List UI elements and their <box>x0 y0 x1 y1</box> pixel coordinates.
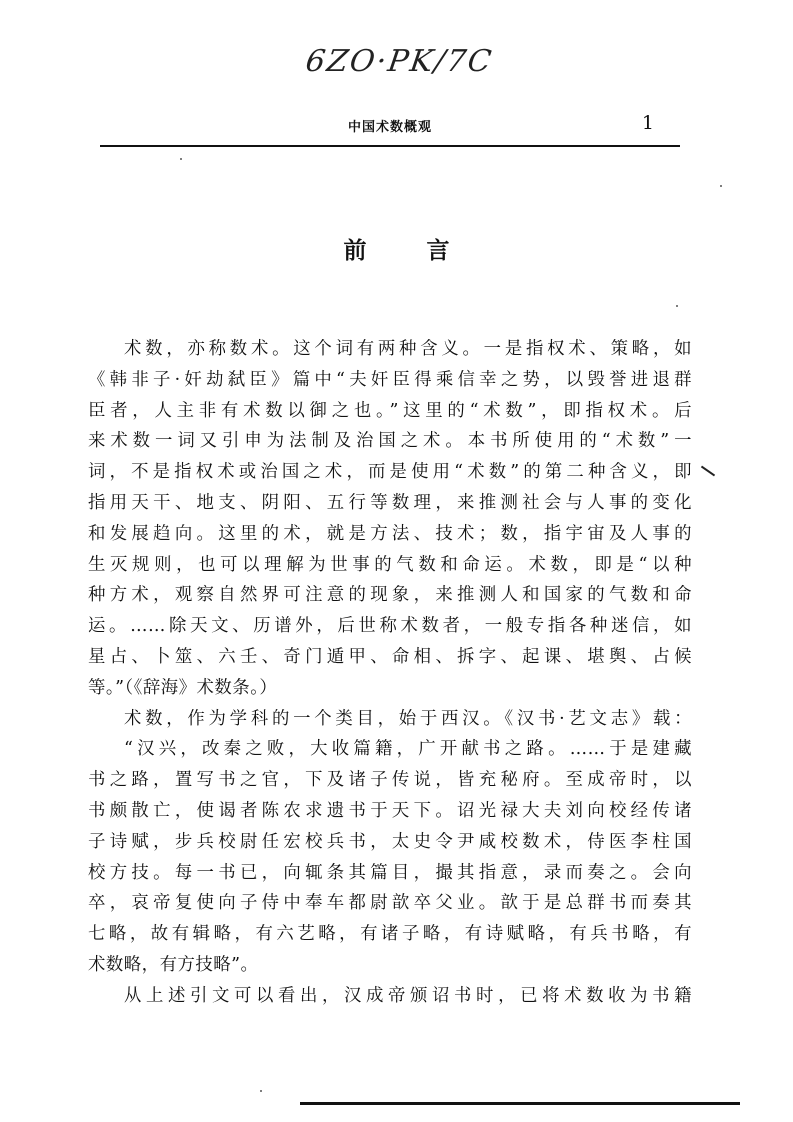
chapter-title-char: 言 <box>426 238 450 264</box>
body-line: 星占、卜筮、六壬、奇门遁甲、命相、拆字、起课、堪舆、占候 <box>88 646 692 667</box>
body-line: “汉兴，改秦之败，大收篇籍，广开献书之路。……于是建藏 <box>124 739 692 760</box>
body-line: 书颇散亡，使谒者陈农求遗书于天下。诏光禄大夫刘向校经传诸 <box>88 800 692 821</box>
body-line: 术数，作为学科的一个类目，始于西汉。《汉书·艺文志》载： <box>124 708 692 729</box>
chapter-title <box>0 232 793 265</box>
body-line: 术数略，有方技略”。 <box>88 954 259 975</box>
body-line: 子诗赋，步兵校尉任宏校兵书，太史令尹咸校数术，侍医李柱国 <box>88 831 692 852</box>
running-head <box>100 112 680 140</box>
scan-speck <box>676 305 678 307</box>
bottom-scan-edge <box>300 1102 740 1105</box>
body-line: 书之路，置写书之官，下及诸子传说，皆充秘府。至成帝时，以 <box>88 770 692 791</box>
running-head-title: 中国术数概观 <box>347 120 432 135</box>
body-line: 校方技。每一书已，向辄条其篇目，撮其指意，录而奏之。会向 <box>88 862 692 883</box>
body-line: 七略，故有辑略，有六艺略，有诸子略，有诗赋略，有兵书略，有 <box>88 924 692 945</box>
scan-mark <box>701 466 715 477</box>
body-line: 运。……除天文、历谱外，后世称术数者，一般专指各种迷信，如 <box>88 616 692 637</box>
scan-speck <box>260 1090 262 1092</box>
body-line: 卒，哀帝复使向子侍中奉车都尉歆卒父业。歆于是总群书而奏其 <box>88 893 692 914</box>
page-number: 1 <box>641 112 654 134</box>
header-rule <box>100 145 680 147</box>
body-line: 种方术，观察自然界可注意的现象，来推测人和国家的气数和命 <box>88 585 692 606</box>
body-line: 等。”（《辞海》术数条。） <box>88 677 278 698</box>
body-line: 臣者，人主非有术数以御之也。”这里的“术数”，即指权术。后 <box>88 400 692 421</box>
scan-speck <box>180 158 182 160</box>
handwritten-catalog-note: 6ZO·PK/7C <box>303 44 496 79</box>
body-text <box>88 334 692 1012</box>
body-line: 生灭规则，也可以理解为世事的气数和命运。术数，即是“以种 <box>88 554 692 575</box>
body-line: 来术数一词又引申为法制及治国之术。本书所使用的“术数”一 <box>88 431 692 452</box>
chapter-title-char: 前 <box>343 238 367 264</box>
body-line: 指用天干、地支、阴阳、五行等数理，来推测社会与人事的变化 <box>88 492 692 513</box>
body-line: 术数，亦称数术。这个词有两种含义。一是指权术、策略，如 <box>124 339 692 359</box>
body-line: 从上述引文可以看出，汉成帝颁诏书时，已将术数收为书籍 <box>124 985 692 1006</box>
body-line: 《韩非子·奸劫弑臣》篇中“夫奸臣得乘信幸之势，以毁誉进退群 <box>88 369 692 390</box>
body-line: 词，不是指权术或治国之术，而是使用“术数”的第二种含义，即 <box>88 462 692 483</box>
scan-speck <box>720 185 722 187</box>
body-line: 和发展趋向。这里的术，就是方法、技术；数，指宇宙及人事的 <box>88 523 692 544</box>
